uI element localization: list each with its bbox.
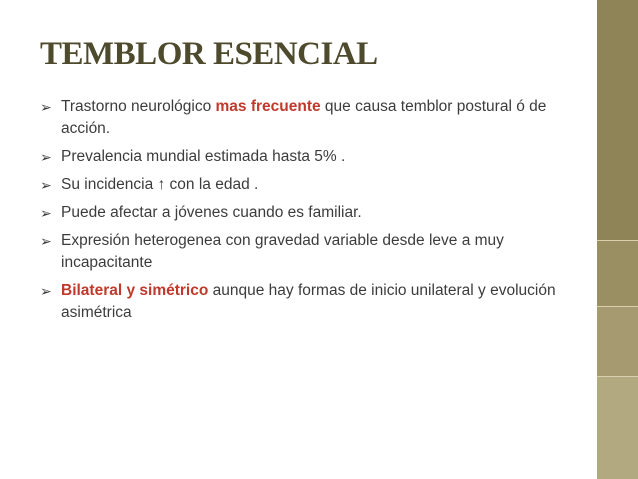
bullet-text-tail: aunque hay formas de inicio unilateral y evolución asimétrica xyxy=(61,282,556,321)
bullet-arrow-icon: ➢ xyxy=(40,149,52,165)
bullet-text: Prevalencia mundial estimada hasta 5% . xyxy=(61,148,346,165)
bullet-item xyxy=(40,146,596,168)
bullet-item xyxy=(40,96,596,140)
bullet-arrow-icon: ➢ xyxy=(40,283,52,299)
bullet-text: Expresión heterogenea con gravedad variable desde leve a muy incapacitante xyxy=(61,232,504,271)
bullet-arrow-icon: ➢ xyxy=(40,177,52,193)
bullet-highlight: mas frecuente xyxy=(215,98,321,115)
strip-divider xyxy=(597,306,638,307)
bullet-list xyxy=(40,96,596,330)
bullet-arrow-icon: ➢ xyxy=(40,233,52,249)
slide-title: TEMBLOR ESENCIAL xyxy=(40,36,378,72)
bullet-text: Trastorno neurológico xyxy=(61,98,216,115)
bullet-text-tail: que causa temblor postural ó de acción. xyxy=(61,98,547,137)
bullet-item xyxy=(40,230,596,274)
strip-divider xyxy=(597,240,638,241)
decorative-side-strip xyxy=(597,0,638,479)
strip-segment xyxy=(597,376,638,479)
strip-divider xyxy=(597,376,638,377)
bullet-text: Su incidencia ↑ con la edad . xyxy=(61,176,259,193)
bullet-item xyxy=(40,174,596,196)
bullet-text: Puede afectar a jóvenes cuando es familiar. xyxy=(61,204,362,221)
strip-segment xyxy=(597,0,638,240)
bullet-arrow-icon: ➢ xyxy=(40,205,52,221)
bullet-item xyxy=(40,202,596,224)
bullet-item xyxy=(40,280,596,324)
bullet-highlight: Bilateral y simétrico xyxy=(61,282,209,299)
strip-segment xyxy=(597,306,638,376)
strip-segment xyxy=(597,240,638,306)
bullet-arrow-icon: ➢ xyxy=(40,99,52,115)
